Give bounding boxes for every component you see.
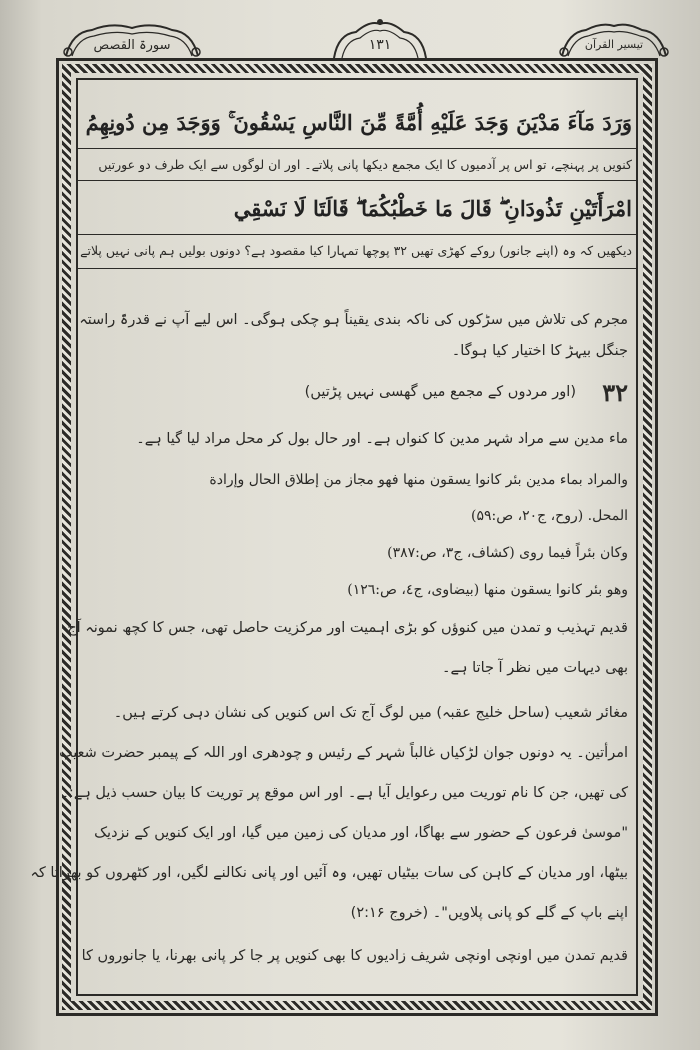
commentary-line: کی تھیں، جن کا نام توریت میں رعوایل آیا ہے۔ اور اس موقع پر توریت کا بیان حسب ذیل ہے:۔ bbox=[60, 785, 628, 801]
verse-arabic-line-1: وَرَدَ مَآءَ مَدْيَنَ وَجَدَ عَلَيْهِ أُمَّةً مِّنَ النَّاسِ يَسْقُونَ ۚ وَوَجَدَ مِن دُونِهِمُ bbox=[85, 110, 632, 135]
commentary-quote-line: "موسیٰ فرعون کے حضور سے بھاگا، اور مدیان کی زمین میں گیا، اور ایک کنویں کے نزدیک bbox=[94, 825, 628, 841]
commentary-quote-line: بیٹھا، اور مدیان کے کاہن کی سات بیٹیاں تھیں، وہ آئیں اور پانی نکالنے لگیں، اور کٹھروں کو بھراتا کہ bbox=[30, 865, 628, 881]
page-number: ۱۳۱ bbox=[368, 37, 392, 53]
note-heading-text: (اور مردوں کے مجمع میں گھسی نہیں پڑتیں) bbox=[304, 384, 576, 400]
header-left-ornament bbox=[62, 18, 202, 60]
header-surah-name: سورۃ القصص bbox=[93, 38, 171, 53]
commentary-quote-line: اپنے باپ کے گلے کو پانی پلاویں"۔ (خروج ۲:۱۶) bbox=[350, 905, 628, 921]
commentary-note-heading bbox=[96, 378, 628, 407]
commentary-line: قدیم تہذیب و تمدن میں کنوؤں کو بڑی اہمیت اور مرکزیت حاصل تھی، جس کا کچھ نمونہ آج bbox=[67, 620, 628, 636]
note-number: ۳۲ bbox=[602, 378, 628, 407]
commentary-line: مجرم کی تلاش میں سڑکوں کی ناکہ بندی یقیناً ہو چکی ہوگی۔ اس لیے آپ نے قدرۃً راستہ bbox=[79, 312, 628, 328]
commentary-line: جنگل بیہڑ کا اختیار کیا ہوگا۔ bbox=[451, 343, 628, 359]
commentary-line: ماء مدین سے مراد شہر مدین کا کنواں ہے۔ اور حال بول کر محل مراد لیا گیا ہے۔ bbox=[136, 431, 628, 447]
commentary-arabic-line: المحل. (روح، ج۲۰، ص:۵۹) bbox=[470, 508, 628, 524]
header-page-number-ornament bbox=[330, 18, 430, 60]
commentary-arabic-line: وهو بئر كانوا يسقون منها (بيضاوى، ج٤، ص:١٢٦) bbox=[347, 582, 628, 598]
commentary-arabic-line: وكان بئراً فيما روى (كشاف، ج۳، ص:۳۸۷) bbox=[387, 545, 628, 561]
verse-translation-line-1: کنویں پر پہنچے، تو اس پر آدمیوں کا ایک مجمع دیکھا پانی پلاتے۔ اور ان لوگوں سے ایک طرف دو عورتیں bbox=[98, 157, 632, 172]
commentary-line: بھی دیہات میں نظر آ جاتا ہے۔ bbox=[442, 660, 628, 676]
commentary-line: امرأتین۔ یہ دونوں جوان لڑکیاں غالباً شہر کے رئیس و چودھری اور اللہ کے پیمبر حضرت شعیب bbox=[59, 745, 628, 761]
commentary-line: مغائر شعیب (ساحل خلیج عقبہ) میں لوگ آج تک اس کنویں کی نشان دہی کرتے ہیں۔ bbox=[113, 705, 628, 721]
commentary-arabic-line: والمراد بماء مدین بئر کانوا یسقون منها فهو مجاز من إطلاق الحال وإرادة bbox=[209, 472, 628, 488]
header-right-ornament bbox=[558, 18, 670, 60]
verse-translation-line-2: دیکھیں کہ وہ (اپنے جانور) روکے کھڑی تھیں ۳۲ پوچھا تمہارا کیا مقصود ہے؟ دونوں بولیں ہم پانی نہیں پلاتے bbox=[80, 243, 632, 258]
rule bbox=[78, 268, 636, 269]
rule bbox=[78, 234, 636, 235]
header-book-title: تیسیر القرآن bbox=[584, 38, 644, 51]
rule bbox=[78, 180, 636, 181]
verse-arabic-line-2: امْرَأَتَيْنِ تَذُودَانِ ۖ قَالَ مَا خَطْبُكُمَا ۖ قَالَتَا لَا نَسْقِي bbox=[233, 196, 632, 221]
commentary-line: قدیم تمدن میں اونچی اونچی شریف زادیوں کا بھی کنویں پر جا کر پانی بھرنا، یا جانوروں کا bbox=[81, 948, 628, 964]
rule bbox=[78, 148, 636, 149]
